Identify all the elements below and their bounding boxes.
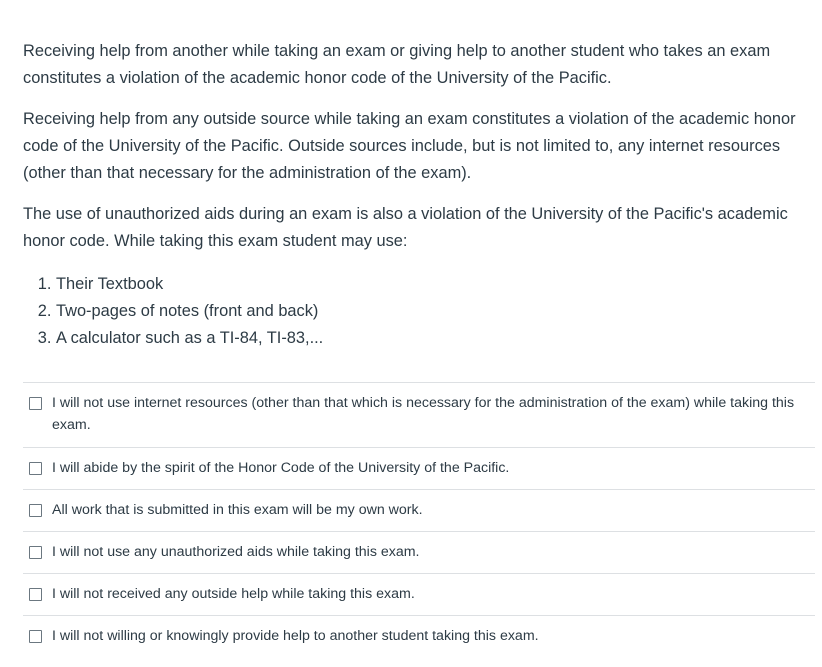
answer-option-internet[interactable] <box>23 383 815 448</box>
checkbox[interactable] <box>29 504 42 517</box>
checkbox[interactable] <box>29 397 42 410</box>
checkbox[interactable] <box>29 588 42 601</box>
answer-choices <box>23 382 815 658</box>
instruction-paragraph-1: Receiving help from another while taking an exam or giving help to another student who takes an exam constitutes a violation of the academic honor code of the University of the Pacific. <box>23 42 771 87</box>
answer-option-unauthorized-aids[interactable] <box>23 532 815 574</box>
checkbox[interactable] <box>29 462 42 475</box>
checkbox[interactable] <box>29 546 42 559</box>
answer-label: All work that is submitted in this exam will be my own work. <box>52 502 423 518</box>
answer-label: I will not willing or knowingly provide help to another student taking this exam. <box>52 628 539 644</box>
allowed-aids-list <box>23 271 812 352</box>
list-item: 2. Two-pages of notes (front and back) <box>56 298 812 325</box>
answer-option-own-work[interactable] <box>23 490 815 532</box>
answer-label: I will not use any unauthorized aids while taking this exam. <box>52 544 420 560</box>
answer-label: I will not received any outside help while taking this exam. <box>52 586 415 602</box>
answer-option-outside-help[interactable] <box>23 574 815 616</box>
instruction-paragraph-3: The use of unauthorized aids during an exam is also a violation of the University of the Pacific's academic honor code. While taking this exam student may use: <box>23 205 788 250</box>
checkbox[interactable] <box>29 630 42 643</box>
answer-option-honor-code[interactable] <box>23 448 815 490</box>
list-item: 3. A calculator such as a TI-84, TI-83,... <box>56 325 812 352</box>
instruction-paragraph-2: Receiving help from any outside source while taking an exam constitutes a violation of the academic honor code of the University of the Pacific. Outside sources include, but is not limited to, any internet resources (other than that necessary for the administration of the exam). <box>23 110 796 182</box>
answer-option-provide-help[interactable] <box>23 616 815 658</box>
list-item: 1. Their Textbook <box>56 271 812 298</box>
answer-label: I will abide by the spirit of the Honor Code of the University of the Pacific. <box>52 460 510 476</box>
answer-label: I will not use internet resources (other than that which is necessary for the administration of the exam) while taking this exam. <box>52 395 795 433</box>
